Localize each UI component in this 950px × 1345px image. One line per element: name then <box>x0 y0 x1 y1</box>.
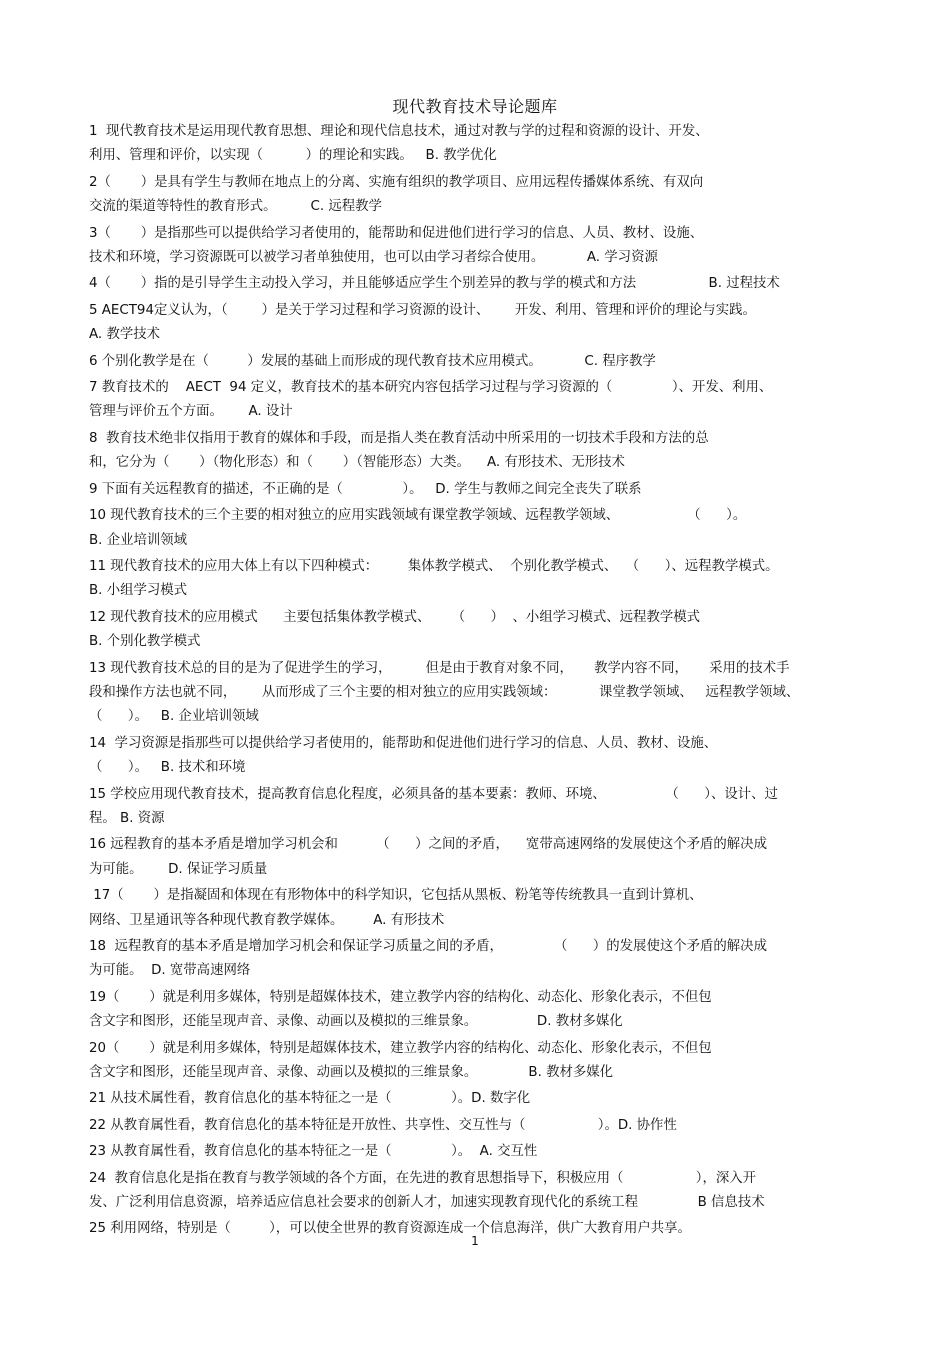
question-item <box>89 1167 861 1216</box>
question-line: 11 现代教育技术的应用大体上有以下四种模式： 集体教学模式、 个别化教学模式、 （ ）、远程教学模式。 <box>89 558 779 574</box>
question-line: 管理与评价五个方面。 A. 设计 <box>89 404 293 420</box>
question-item <box>89 504 861 553</box>
question-item <box>89 478 861 502</box>
question-item <box>89 783 861 832</box>
question-line: A. 教学技术 <box>89 327 160 343</box>
question-item <box>89 1037 861 1086</box>
question-line: 18 远程教育的基本矛盾是增加学习机会和保证学习质量之间的矛盾， （ ）的发展使这个矛盾的解决成 <box>89 939 767 954</box>
question-line: 13 现代教育技术总的目的是为了促进学生的学习， 但是由于教育对象不同， 教学内容不同， 采用的技术手 <box>89 660 790 676</box>
question-item <box>89 120 861 169</box>
question-line: 和，它分为（ ）（物化形态）和（ ）（智能形态）大类。 A. 有形技术、无形技术 <box>89 455 625 471</box>
question-line: 交流的渠道等特性的教育形式。 C. 远程教学 <box>89 199 382 215</box>
question-line: 含文字和图形，还能呈现声音、录像、动画以及模拟的三维景象。 D. 教材多媒化 <box>89 1014 623 1030</box>
question-line: 5 AECT94定义认为，（ ）是关于学习过程和学习资源的设计、 开发、利用、管理和评价的理论与实践。 <box>89 302 756 318</box>
question-line: 发、广泛利用信息资源，培养适应信息社会要求的创新人才，加速实现教育现代化的系统工程 B 信息技术 <box>89 1195 765 1211</box>
question-line: （ ）。 B. 企业培训领域 <box>89 709 259 725</box>
question-line: 为可能。 D. 保证学习质量 <box>89 861 268 877</box>
question-line: 12 现代教育技术的应用模式 主要包括集体教学模式、 （ ） 、小组学习模式、远程教学模式 <box>89 609 701 625</box>
question-list <box>89 120 861 1244</box>
question-item <box>89 171 861 220</box>
question-line: 8 教育技术绝非仅指用于教育的媒体和手段，而是指人类在教育活动中所采用的一切技术手段和方法的总 <box>89 430 709 446</box>
question-line: 利用、管理和评价，以实现（ ）的理论和实践。 B. 教学优化 <box>89 148 497 164</box>
question-item <box>89 657 861 730</box>
question-line: 段和操作方法也就不同， 从而形成了三个主要的相对独立的应用实践领域： 课堂教学领域、 远程教学领域、 <box>89 684 800 700</box>
question-line: 技术和环境，学习资源既可以被学习者单独使用，也可以由学习者综合使用。 A. 学习资源 <box>89 250 658 266</box>
question-line: 4（ ）指的是引导学生主动投入学习，并且能够适应学生个别差异的教与学的模式和方法 B. 过程技术 <box>89 276 780 292</box>
question-item <box>89 1087 861 1111</box>
question-item <box>89 272 861 296</box>
question-item <box>89 1140 861 1164</box>
question-item <box>89 833 861 882</box>
question-line: 含文字和图形，还能呈现声音、录像、动画以及模拟的三维景象。 B. 教材多媒化 <box>89 1065 614 1081</box>
document-title: 现代教育技术导论题库 <box>392 97 558 116</box>
question-line: 17（ ）是指凝固和体现在有形物体中的科学知识，它包括从黑板、粉笔等传统教具一直到计算机、 <box>89 888 703 904</box>
question-item <box>89 884 861 933</box>
question-line: B. 企业培训领域 <box>89 532 188 548</box>
question-line: 16 远程教育的基本矛盾是增加学习机会和 （ ）之间的矛盾， 宽带高速网络的发展使这个矛盾的解决成 <box>89 837 767 853</box>
question-item <box>89 606 861 655</box>
question-item <box>89 376 861 425</box>
question-line: 网络、卫星通讯等各种现代教育教学媒体。 A. 有形技术 <box>89 912 445 928</box>
question-line: 9 下面有关远程教育的描述，不正确的是（ ）。 D. 学生与教师之间完全丧失了联系 <box>89 481 642 497</box>
page-number: 1 <box>471 1234 479 1248</box>
question-line: （ ）。 B. 技术和环境 <box>89 760 246 776</box>
question-line: 为可能。 D. 宽带高速网络 <box>89 963 251 979</box>
question-line: 24 教育信息化是指在教育与教学领域的各个方面，在先进的教育思想指导下，积极应用（ ），深入开 <box>89 1170 757 1186</box>
question-item <box>89 1114 861 1138</box>
question-line: 1 现代教育技术是运用现代教育思想、理论和现代信息技术，通过对教与学的过程和资源的设计、开发、 <box>89 124 709 139</box>
question-item <box>89 935 861 984</box>
question-item <box>89 427 861 476</box>
question-item <box>89 555 861 604</box>
question-line: 2（ ）是具有学生与教师在地点上的分离、实施有组织的教学项目、应用远程传播媒体系统、有双向 <box>89 174 704 190</box>
question-line: B. 小组学习模式 <box>89 583 188 599</box>
question-line: 14 学习资源是指那些可以提供给学习者使用的，能帮助和促进他们进行学习的信息、人员、教材、设施、 <box>89 735 718 751</box>
question-line: B. 个别化教学模式 <box>89 634 201 650</box>
question-line: 20（ ）就是利用多媒体，特别是超媒体技术，建立教学内容的结构化、动态化、形象化表示，不但包 <box>89 1040 712 1056</box>
question-item <box>89 986 861 1035</box>
question-line: 15 学校应用现代教育技术，提高教育信息化程度，必须具备的基本要素：教师、环境、 （ ）、设计、过 <box>89 786 778 802</box>
question-line: 22 从教育属性看，教育信息化的基本特征是开放性、共享性、交互性与（ ）。D. 协作性 <box>89 1117 677 1133</box>
question-line: 程。 B. 资源 <box>89 810 165 826</box>
question-line: 19（ ）就是利用多媒体，特别是超媒体技术，建立教学内容的结构化、动态化、形象化表示，不但包 <box>89 989 712 1005</box>
question-line: 3（ ）是指那些可以提供给学习者使用的，能帮助和促进他们进行学习的信息、人员、教材、设施、 <box>89 225 704 241</box>
question-item <box>89 222 861 271</box>
question-line: 25 利用网络，特别是（ ），可以使全世界的教育资源连成一个信息海洋，供广大教育用户共享。 <box>89 1221 691 1237</box>
question-item <box>89 350 861 374</box>
question-line: 10 现代教育技术的三个主要的相对独立的应用实践领域有课堂教学领域、远程教学领域、 （ ）。 <box>89 508 747 524</box>
question-item <box>89 732 861 781</box>
question-line: 6 个别化教学是在（ ）发展的基础上而形成的现代教育技术应用模式。 C. 程序教学 <box>89 353 656 369</box>
question-item <box>89 299 861 348</box>
question-line: 23 从教育属性看，教育信息化的基本特征之一是（ ）。 A. 交互性 <box>89 1144 538 1160</box>
question-line: 7 教育技术的 AECT 94 定义，教育技术的基本研究内容包括学习过程与学习资源的（ ）、开发、利用、 <box>89 380 773 396</box>
question-line: 21 从技术属性看，教育信息化的基本特征之一是（ ）。D. 数字化 <box>89 1091 531 1107</box>
